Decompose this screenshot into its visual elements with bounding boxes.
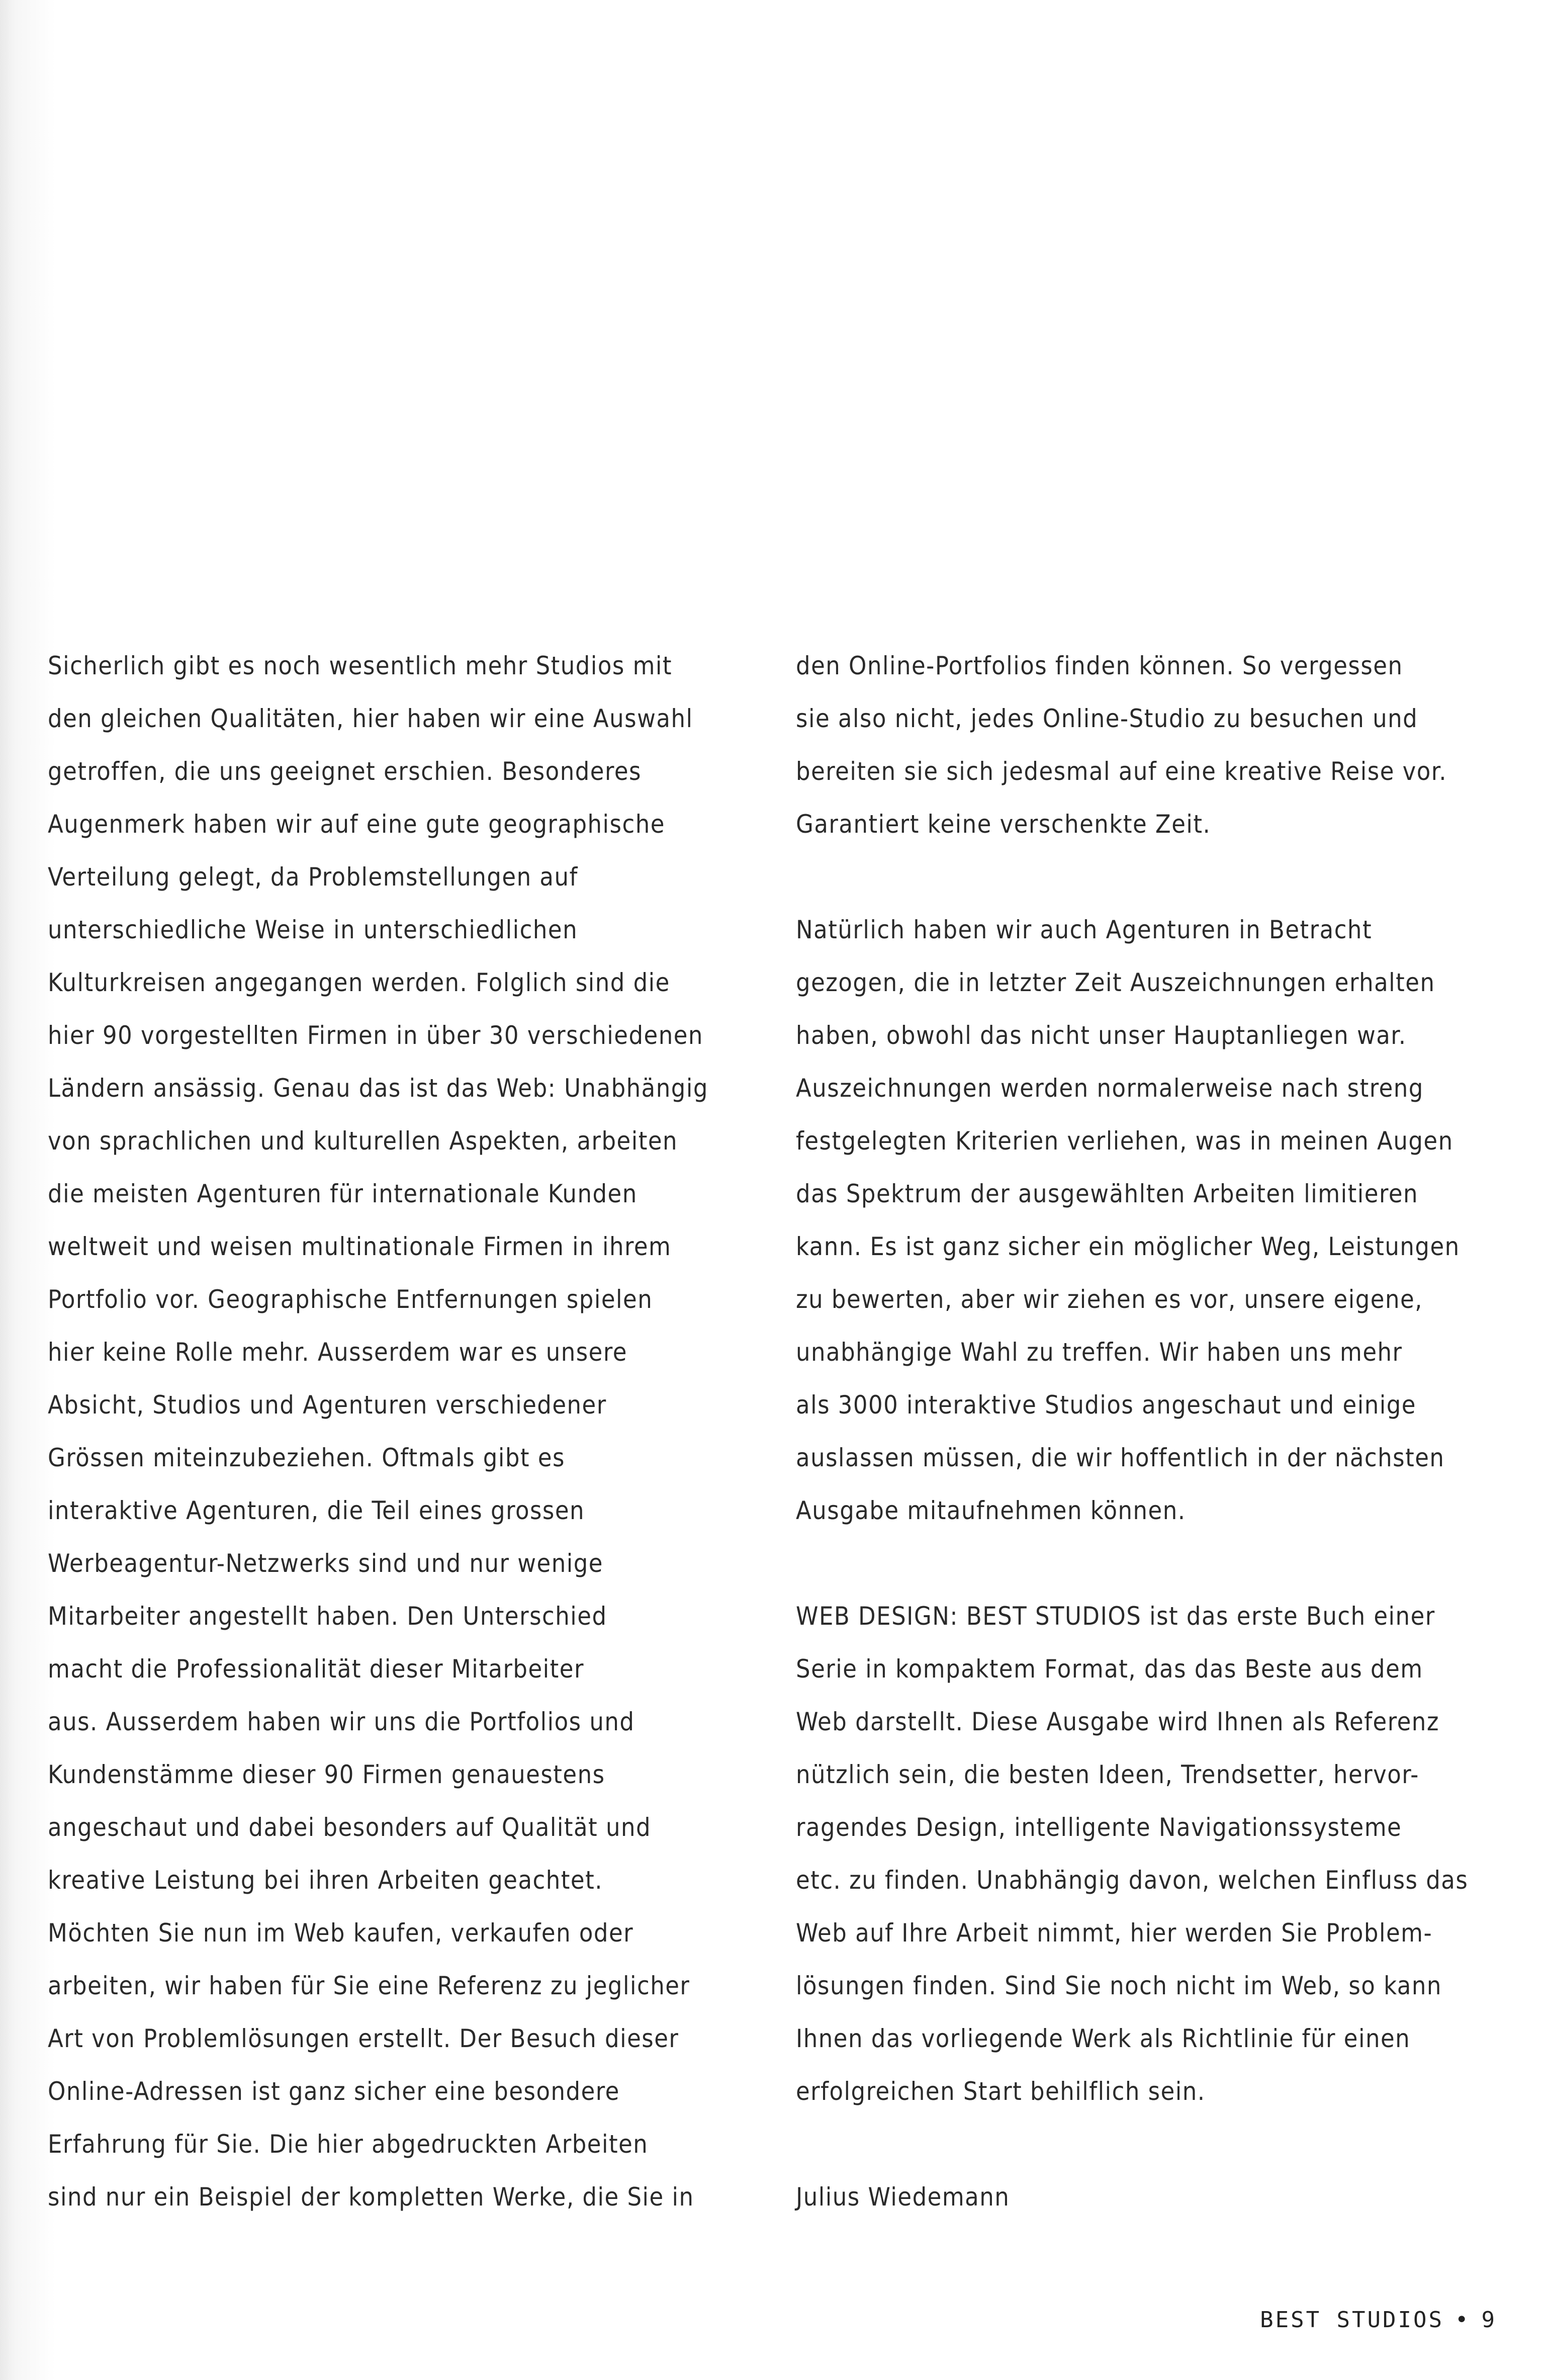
- text-line: festgelegten Kriterien verliehen, was in meinen Augen: [796, 1126, 1453, 1156]
- text-line: unterschiedliche Weise in unterschiedlichen: [48, 915, 578, 944]
- text-line: Portfolio vor. Geographische Entfernungen spielen: [48, 1285, 653, 1314]
- text-line: den gleichen Qualitäten, hier haben wir eine Auswahl: [48, 704, 693, 733]
- text-line: hier keine Rolle mehr. Ausserdem war es unsere: [48, 1338, 627, 1367]
- paragraph-web-design: [796, 1590, 1510, 2118]
- text-line: sie also nicht, jedes Online-Studio zu besuchen und: [796, 704, 1418, 733]
- text-line: Ländern ansässig. Genau das ist das Web: Unabhängig: [48, 1074, 708, 1103]
- text-line: macht die Professionalität dieser Mitarbeiter: [48, 1654, 584, 1684]
- text-line: Ihnen das vorliegende Werk als Richtlinie für einen: [796, 2024, 1411, 2053]
- text-line: Serie in kompaktem Format, das das Beste aus dem: [796, 1654, 1423, 1684]
- footer-separator: •: [1455, 2307, 1471, 2333]
- text-line: gezogen, die in letzter Zeit Auszeichnungen erhalten: [796, 968, 1435, 997]
- text-line: von sprachlichen und kulturellen Aspekten, arbeiten: [48, 1126, 678, 1156]
- text-line: Erfahrung für Sie. Die hier abgedruckten Arbeiten: [48, 2130, 649, 2159]
- running-title: BEST STUDIOS: [1260, 2307, 1444, 2333]
- text-line: nützlich sein, die besten Ideen, Trendsetter, hervor-: [796, 1760, 1419, 1789]
- paragraph-portfolios: [796, 640, 1510, 851]
- text-line: auslassen müssen, die wir hoffentlich in der nächsten: [796, 1443, 1445, 1472]
- text-line: hier 90 vorgestellten Firmen in über 30 verschiedenen: [48, 1021, 703, 1050]
- text-line: als 3000 interaktive Studios angeschaut und einige: [796, 1390, 1416, 1420]
- text-line: WEB DESIGN: BEST STUDIOS ist das erste Buch einer: [796, 1602, 1435, 1631]
- text-line: etc. zu finden. Unabhängig davon, welchen Einfluss das: [796, 1866, 1469, 1895]
- text-line: zu bewerten, aber wir ziehen es vor, unsere eigene,: [796, 1285, 1423, 1314]
- text-line: lösungen finden. Sind Sie noch nicht im Web, so kann: [796, 1971, 1442, 2000]
- text-line: Werbeagentur-Netzwerks sind und nur wenige: [48, 1549, 603, 1578]
- text-line: das Spektrum der ausgewählten Arbeiten limitieren: [796, 1179, 1419, 1208]
- text-line: den Online-Portfolios finden können. So vergessen: [796, 651, 1403, 680]
- text-line: Augenmerk haben wir auf eine gute geographische: [48, 810, 665, 839]
- text-line: Natürlich haben wir auch Agenturen in Betracht: [796, 915, 1373, 944]
- text-line: unabhängige Wahl zu treffen. Wir haben uns mehr: [796, 1338, 1403, 1367]
- text-line: Art von Problemlösungen erstellt. Der Besuch dieser: [48, 2024, 679, 2053]
- page-number: 9: [1481, 2307, 1497, 2333]
- text-line: getroffen, die uns geeignet erschien. Besonderes: [48, 757, 642, 786]
- text-line: kann. Es ist ganz sicher ein möglicher Weg, Leistungen: [796, 1232, 1460, 1261]
- text-line: Sicherlich gibt es noch wesentlich mehr Studios mit: [48, 651, 673, 680]
- paragraph-awards: [796, 904, 1510, 1537]
- text-line: Mitarbeiter angestellt haben. Den Unterschied: [48, 1602, 607, 1631]
- text-line: Verteilung gelegt, da Problemstellungen auf: [48, 862, 578, 892]
- text-line: arbeiten, wir haben für Sie eine Referenz zu jeglicher: [48, 1971, 690, 2000]
- text-line: Grössen miteinzubeziehen. Oftmals gibt es: [48, 1443, 565, 1472]
- page-footer: [1260, 2307, 1497, 2333]
- text-line: angeschaut und dabei besonders auf Qualität und: [48, 1813, 652, 1842]
- text-line: haben, obwohl das nicht unser Hauptanliegen war.: [796, 1021, 1407, 1050]
- text-line: interaktive Agenturen, die Teil eines grossen: [48, 1496, 585, 1525]
- text-line: bereiten sie sich jedesmal auf eine kreative Reise vor.: [796, 757, 1447, 786]
- text-line: erfolgreichen Start behilflich sein.: [796, 2077, 1206, 2106]
- text-line: Web darstellt. Diese Ausgabe wird Ihnen als Referenz: [796, 1707, 1439, 1736]
- text-line: Garantiert keine verschenkte Zeit.: [796, 810, 1211, 839]
- text-line: aus. Ausserdem haben wir uns die Portfolios und: [48, 1707, 635, 1736]
- text-line: Ausgabe mitaufnehmen können.: [796, 1496, 1186, 1525]
- text-line: kreative Leistung bei ihren Arbeiten geachtet.: [48, 1866, 603, 1895]
- text-line: sind nur ein Beispiel der kompletten Werke, die Sie in: [48, 2182, 694, 2212]
- text-line: Auszeichnungen werden normalerweise nach streng: [796, 1074, 1424, 1103]
- text-line: Möchten Sie nun im Web kaufen, verkaufen oder: [48, 1918, 634, 1948]
- text-line: Kulturkreisen angegangen werden. Folglich sind die: [48, 968, 670, 997]
- text-line: Absicht, Studios und Agenturen verschiedener: [48, 1390, 607, 1420]
- text-line: die meisten Agenturen für internationale Kunden: [48, 1179, 638, 1208]
- text-line: Web auf Ihre Arbeit nimmt, hier werden Sie Problem-: [796, 1918, 1433, 1948]
- left-text-column: [48, 640, 767, 2224]
- text-line: Online-Adressen ist ganz sicher eine besondere: [48, 2077, 620, 2106]
- text-line: Kundenstämme dieser 90 Firmen genauestens: [48, 1760, 605, 1789]
- text-line: ragendes Design, intelligente Navigationssysteme: [796, 1813, 1402, 1842]
- text-line: weltweit und weisen multinationale Firmen in ihrem: [48, 1232, 672, 1261]
- right-text-column: [796, 640, 1510, 2224]
- author-signature: Julius Wiedemann: [796, 2182, 1010, 2212]
